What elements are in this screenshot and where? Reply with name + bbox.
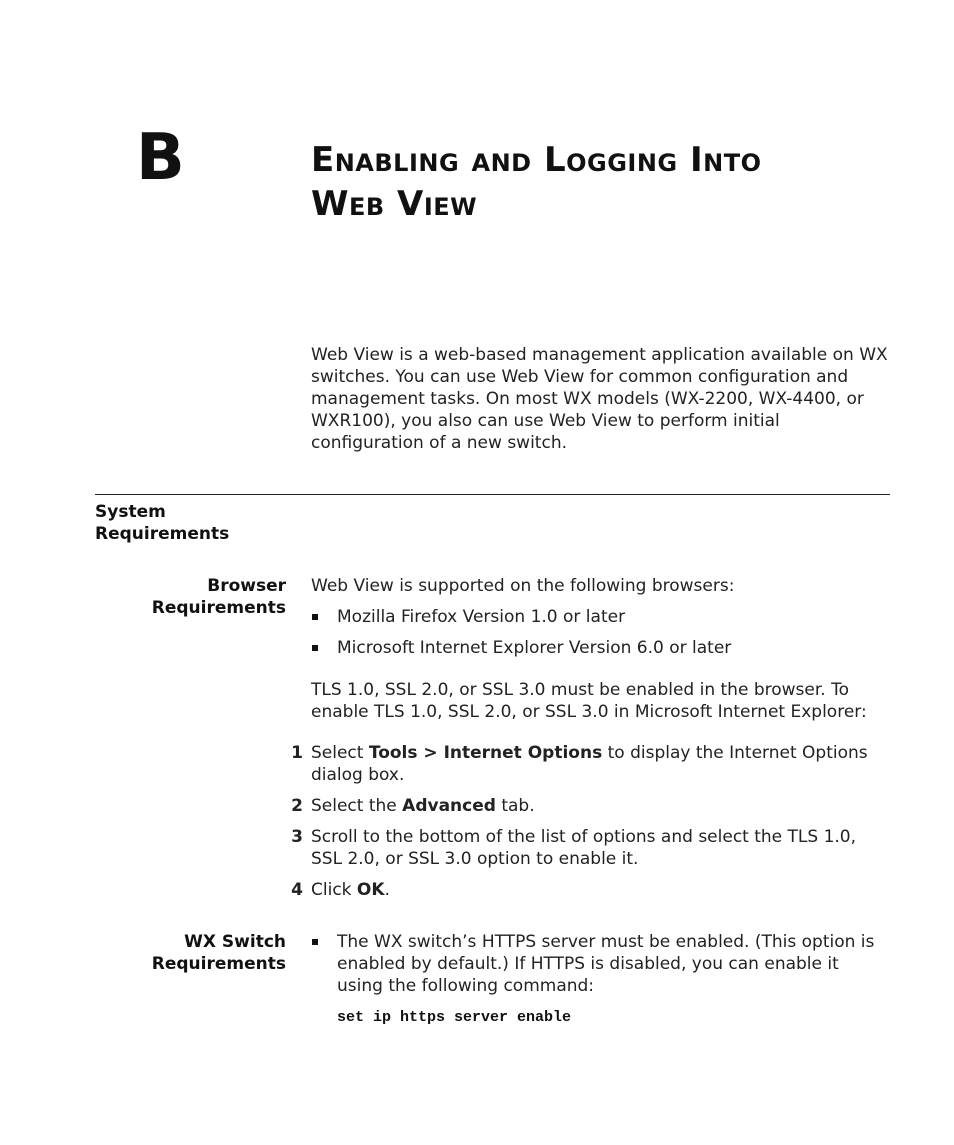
step-text: Scroll to the bottom of the list of options and select the TLS 1.0, SSL 2.0, or SSL 3.0 option to enable it. [311,827,857,869]
step-text-tail: to display the Internet Options dialog box. [311,743,868,785]
step-3 [291,826,891,870]
section-heading [95,501,229,545]
section-heading-line-1: System [95,502,166,522]
browser-lead: Web View is supported on the following browsers: [311,576,735,596]
step-emphasis: OK [356,880,385,900]
list-item-text: The WX switch’s HTTPS server must be enabled. (This option is enabled by default.) If HTTPS is disabled, you can enable it using the following command: [337,932,875,996]
step-number: 1 [291,743,303,763]
section-heading-line-2: Requirements [95,524,230,544]
section-divider [95,494,890,495]
list-item-text: Microsoft Internet Explorer Version 6.0 or later [337,638,732,658]
appendix-letter: B [136,121,185,195]
step-emphasis: Advanced [402,796,496,816]
step-text: Select the [311,796,403,816]
wx-switch-requirements-heading [95,931,286,975]
step-2 [291,795,891,817]
step-number: 4 [291,880,303,900]
command-example: set ip https server enable [337,1009,572,1026]
step-text: Click [311,880,357,900]
step-1 [291,742,891,786]
step-emphasis: Tools > Internet Options [368,743,603,763]
intro-paragraph: Web View is a web-based management application available on WX switches. You can use Web View for common configuration and management tasks. On most WX models (WX-2200, WX-4400, or WXR100), you also can use Web View to perform initial configuration of a new switch. [311,345,888,453]
bullet-icon [312,614,318,620]
step-text: Select [311,743,369,763]
browser-requirements-heading [95,575,286,619]
wx-heading-line-1: WX Switch [184,932,286,952]
step-number: 2 [291,796,303,816]
wx-heading-line-2: Requirements [151,954,286,974]
chapter-title-line-1: Enabling and Logging Into [311,140,762,180]
browser-heading-line-2: Requirements [151,598,286,618]
step-4 [291,879,891,901]
step-text-tail: . [384,880,390,900]
chapter-title [311,138,911,226]
tls-note: TLS 1.0, SSL 2.0, or SSL 3.0 must be enabled in the browser. To enable TLS 1.0, SSL 2.0, or SSL 3.0 in Microsoft Internet Explorer: [311,680,867,722]
bullet-icon [312,645,318,651]
bullet-icon [312,939,318,945]
browser-heading-line-1: Browser [207,576,286,596]
step-text-tail: tab. [495,796,535,816]
chapter-title-line-2: Web View [311,184,478,224]
step-number: 3 [291,827,303,847]
list-item-text: Mozilla Firefox Version 1.0 or later [337,607,626,627]
